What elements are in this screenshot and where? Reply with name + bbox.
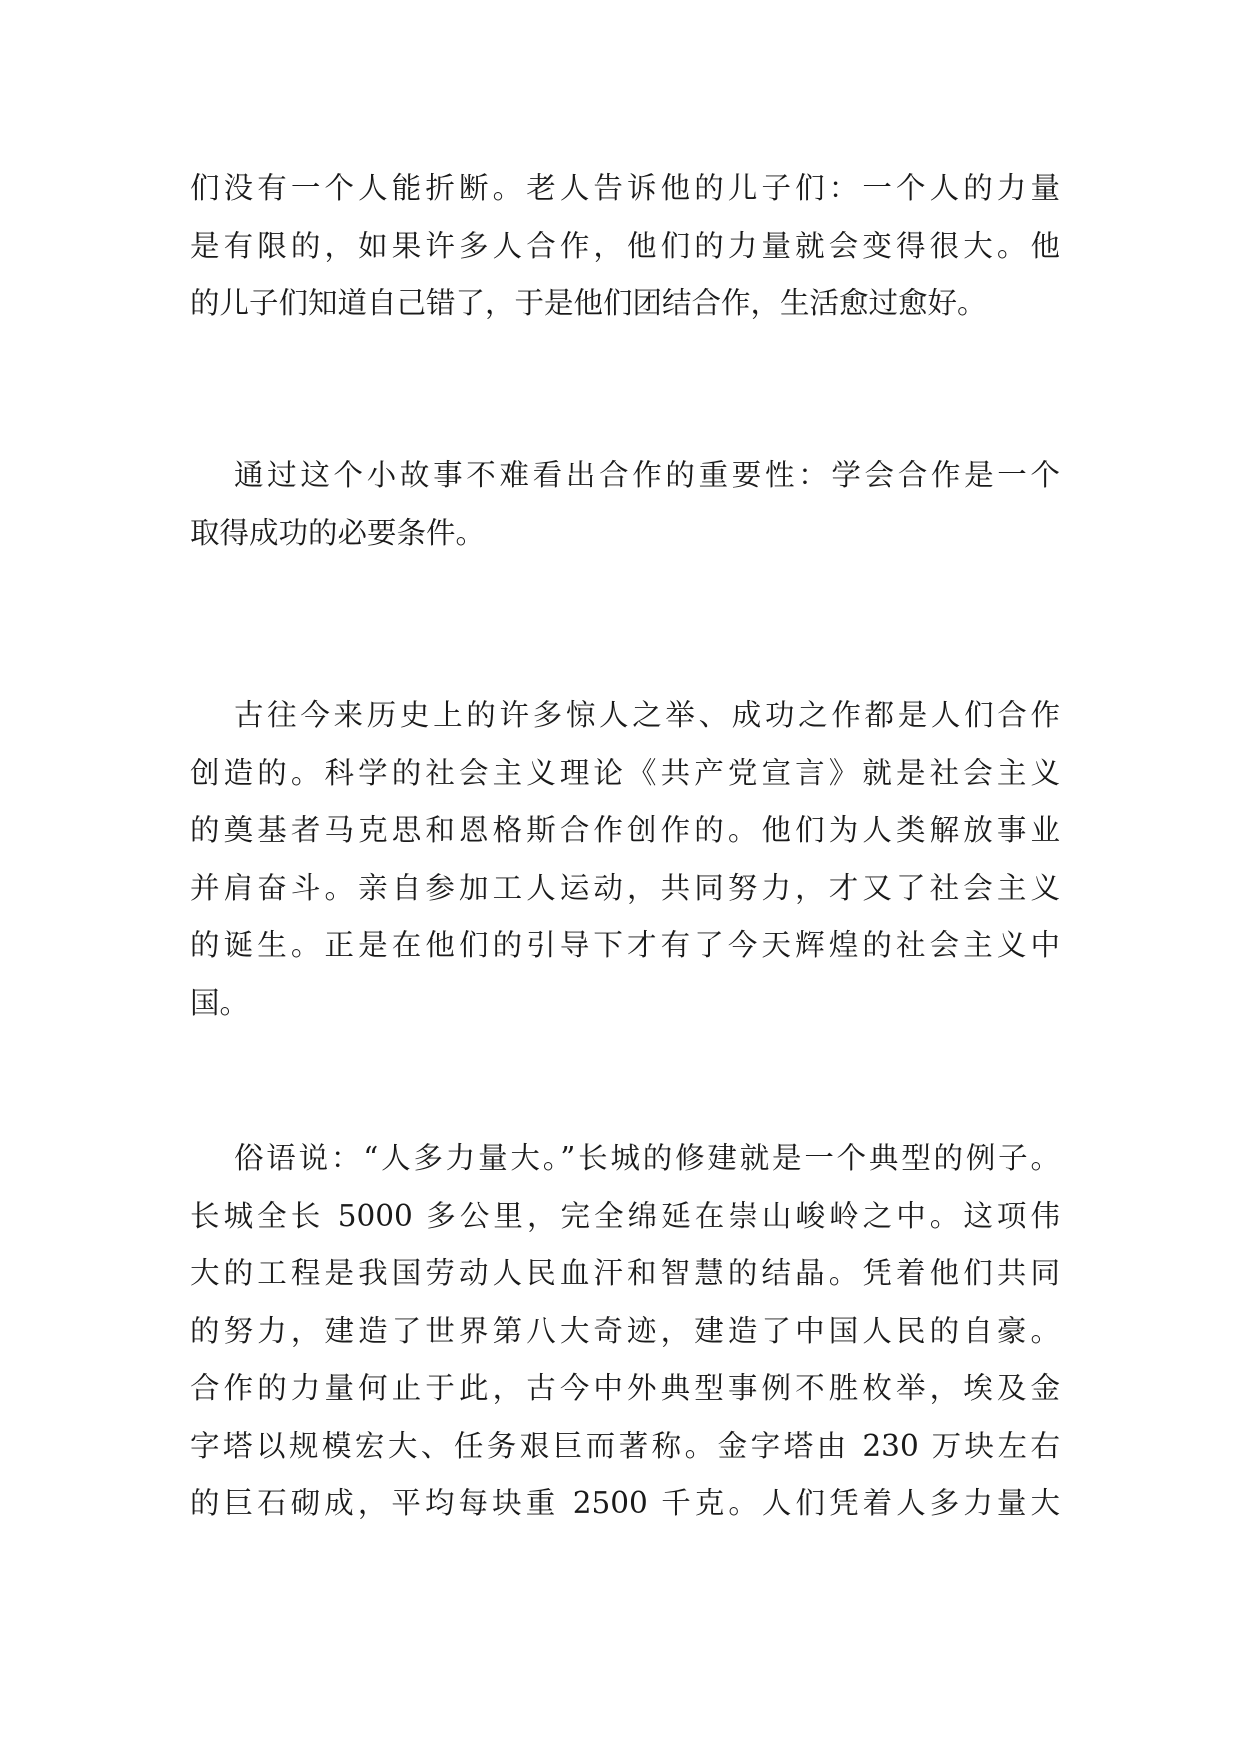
text-line: 创造的。科学的社会主义理论《共产党宣言》就是社会主义 (190, 755, 1060, 790)
text-line: 长城全长 5000 多公里，完全绵延在崇山峻岭之中。这项伟 (190, 1198, 1060, 1233)
text-line: 俗语说：“人多力量大。”长城的修建就是一个典型的例子。 (234, 1141, 1060, 1175)
text-line: 并肩奋斗。亲自参加工人运动，共同努力，才又了社会主义 (190, 870, 1060, 905)
text-line: 的奠基者马克思和恩格斯合作创作的。他们为人类解放事业 (190, 813, 1060, 847)
paragraph-great-wall-pyramids (190, 1130, 1060, 1533)
text-line: 的诞生。正是在他们的引导下才有了今天辉煌的社会主义中 (190, 928, 1060, 962)
text-line: 大的工程是我国劳动人民血汗和智慧的结晶。凭着他们共同 (190, 1256, 1060, 1290)
text-line: 是有限的，如果许多人合作，他们的力量就会变得很大。他 (190, 228, 1060, 263)
text-line: 们没有一个人能折断。老人告诉他的儿子们：一个人的力量 (190, 171, 1060, 205)
text-line: 的儿子们知道自己错了，于是他们团结合作，生活愈过愈好。 (190, 286, 987, 320)
text-line: 古往今来历史上的许多惊人之举、成功之作都是人们合作 (234, 698, 1060, 732)
text-line: 取得成功的必要条件。 (190, 515, 486, 550)
paragraph-story-ending (190, 160, 1060, 333)
text-line: 合作的力量何止于此，古今中外典型事例不胜枚举，埃及金 (190, 1371, 1060, 1405)
text-line: 字塔以规模宏大、任务艰巨而著称。金字塔由 230 万块左右 (190, 1428, 1060, 1463)
text-line: 通过这个小故事不难看出合作的重要性：学会合作是一个 (234, 458, 1060, 492)
text-line: 的巨石砌成，平均每块重 2500 千克。人们凭着人多力量大 (190, 1486, 1060, 1520)
paragraph-importance-of-cooperation (190, 447, 1060, 562)
paragraph-historical-examples (190, 687, 1060, 1032)
text-line: 的努力，建造了世界第八大奇迹，建造了中国人民的自豪。 (190, 1313, 1060, 1348)
text-line: 国。 (190, 985, 250, 1020)
